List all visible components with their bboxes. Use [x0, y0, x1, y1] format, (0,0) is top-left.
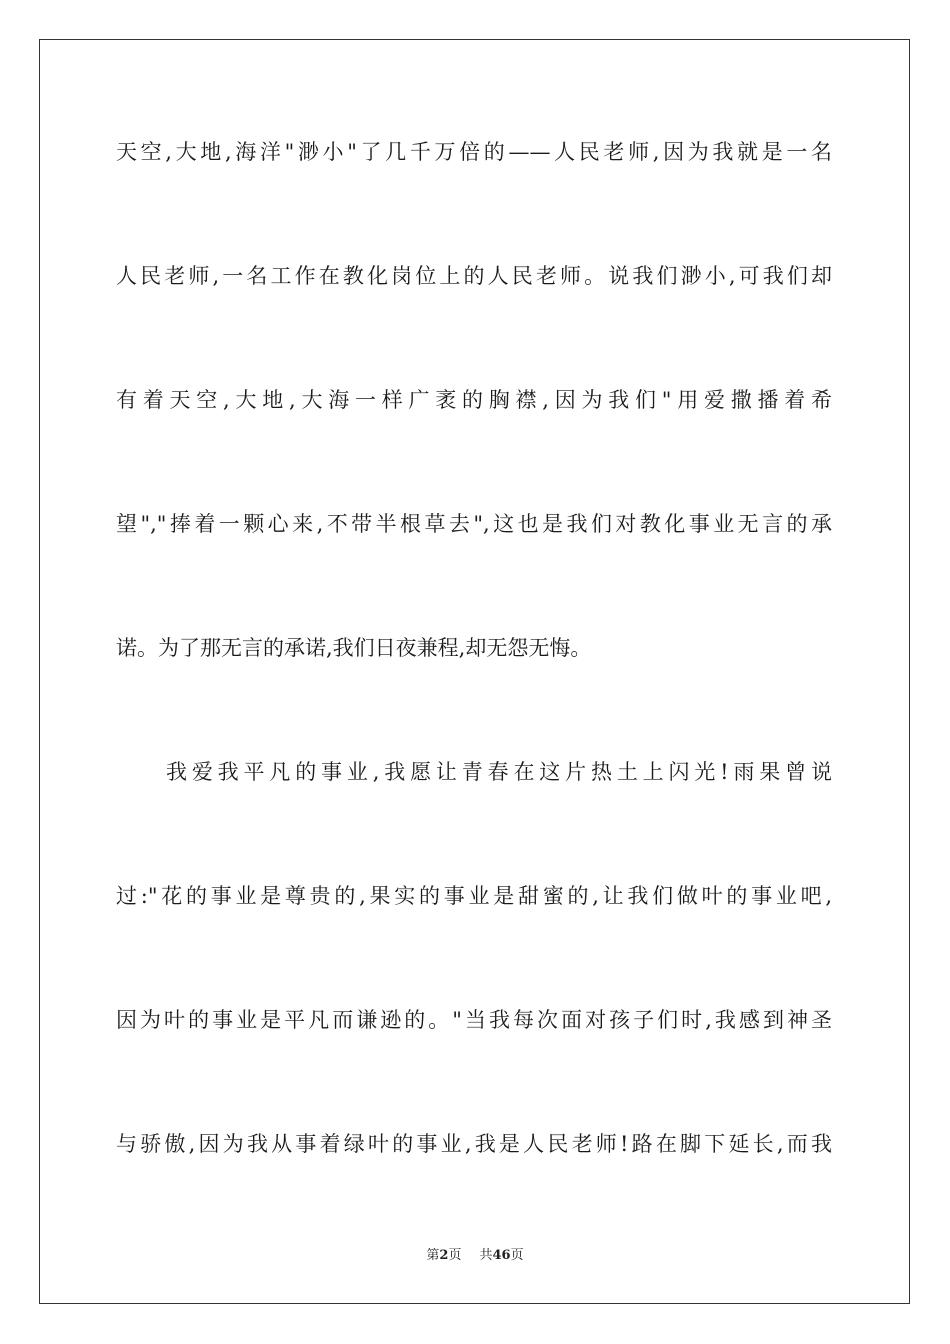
page-footer: [0, 1248, 950, 1264]
body-line-8: 因为叶的事业是平凡而谦逊的。"当我每次面对孩子们时,我感到神圣: [116, 1008, 832, 1032]
footer-total-suffix: 页: [510, 1248, 524, 1263]
footer-page-suffix: 页: [448, 1248, 462, 1263]
footer-page-current: 2: [439, 1248, 449, 1263]
body-line-2: 人民老师,一名工作在教化岗位上的人民老师。说我们渺小,可我们却: [116, 264, 832, 288]
body-line-7: 过:"花的事业是尊贵的,果实的事业是甜蜜的,让我们做叶的事业吧,: [116, 884, 832, 908]
body-line-4: 望","捧着一颗心来,不带半根草去",这也是我们对教化事业无言的承: [116, 512, 832, 536]
body-line-3: 有着天空,大地,大海一样广袤的胸襟,因为我们"用爱撒播着希: [116, 388, 832, 412]
footer-page-prefix: 第: [426, 1248, 440, 1263]
page-border: [39, 39, 910, 1304]
body-line-9: 与骄傲,因为我从事着绿叶的事业,我是人民老师!路在脚下延长,而我: [116, 1132, 832, 1156]
body-line-1: 天空,大地,海洋"渺小"了几千万倍的——人民老师,因为我就是一名: [116, 140, 832, 164]
footer-page-total: 46: [492, 1248, 511, 1263]
body-line-6-paragraph-start: 我爱我平凡的事业,我愿让青春在这片热土上闪光!雨果曾说: [166, 760, 832, 784]
footer-total-prefix: 共: [479, 1248, 493, 1263]
body-line-5: 诺。为了那无言的承诺,我们日夜兼程,却无怨无悔。: [116, 636, 592, 660]
